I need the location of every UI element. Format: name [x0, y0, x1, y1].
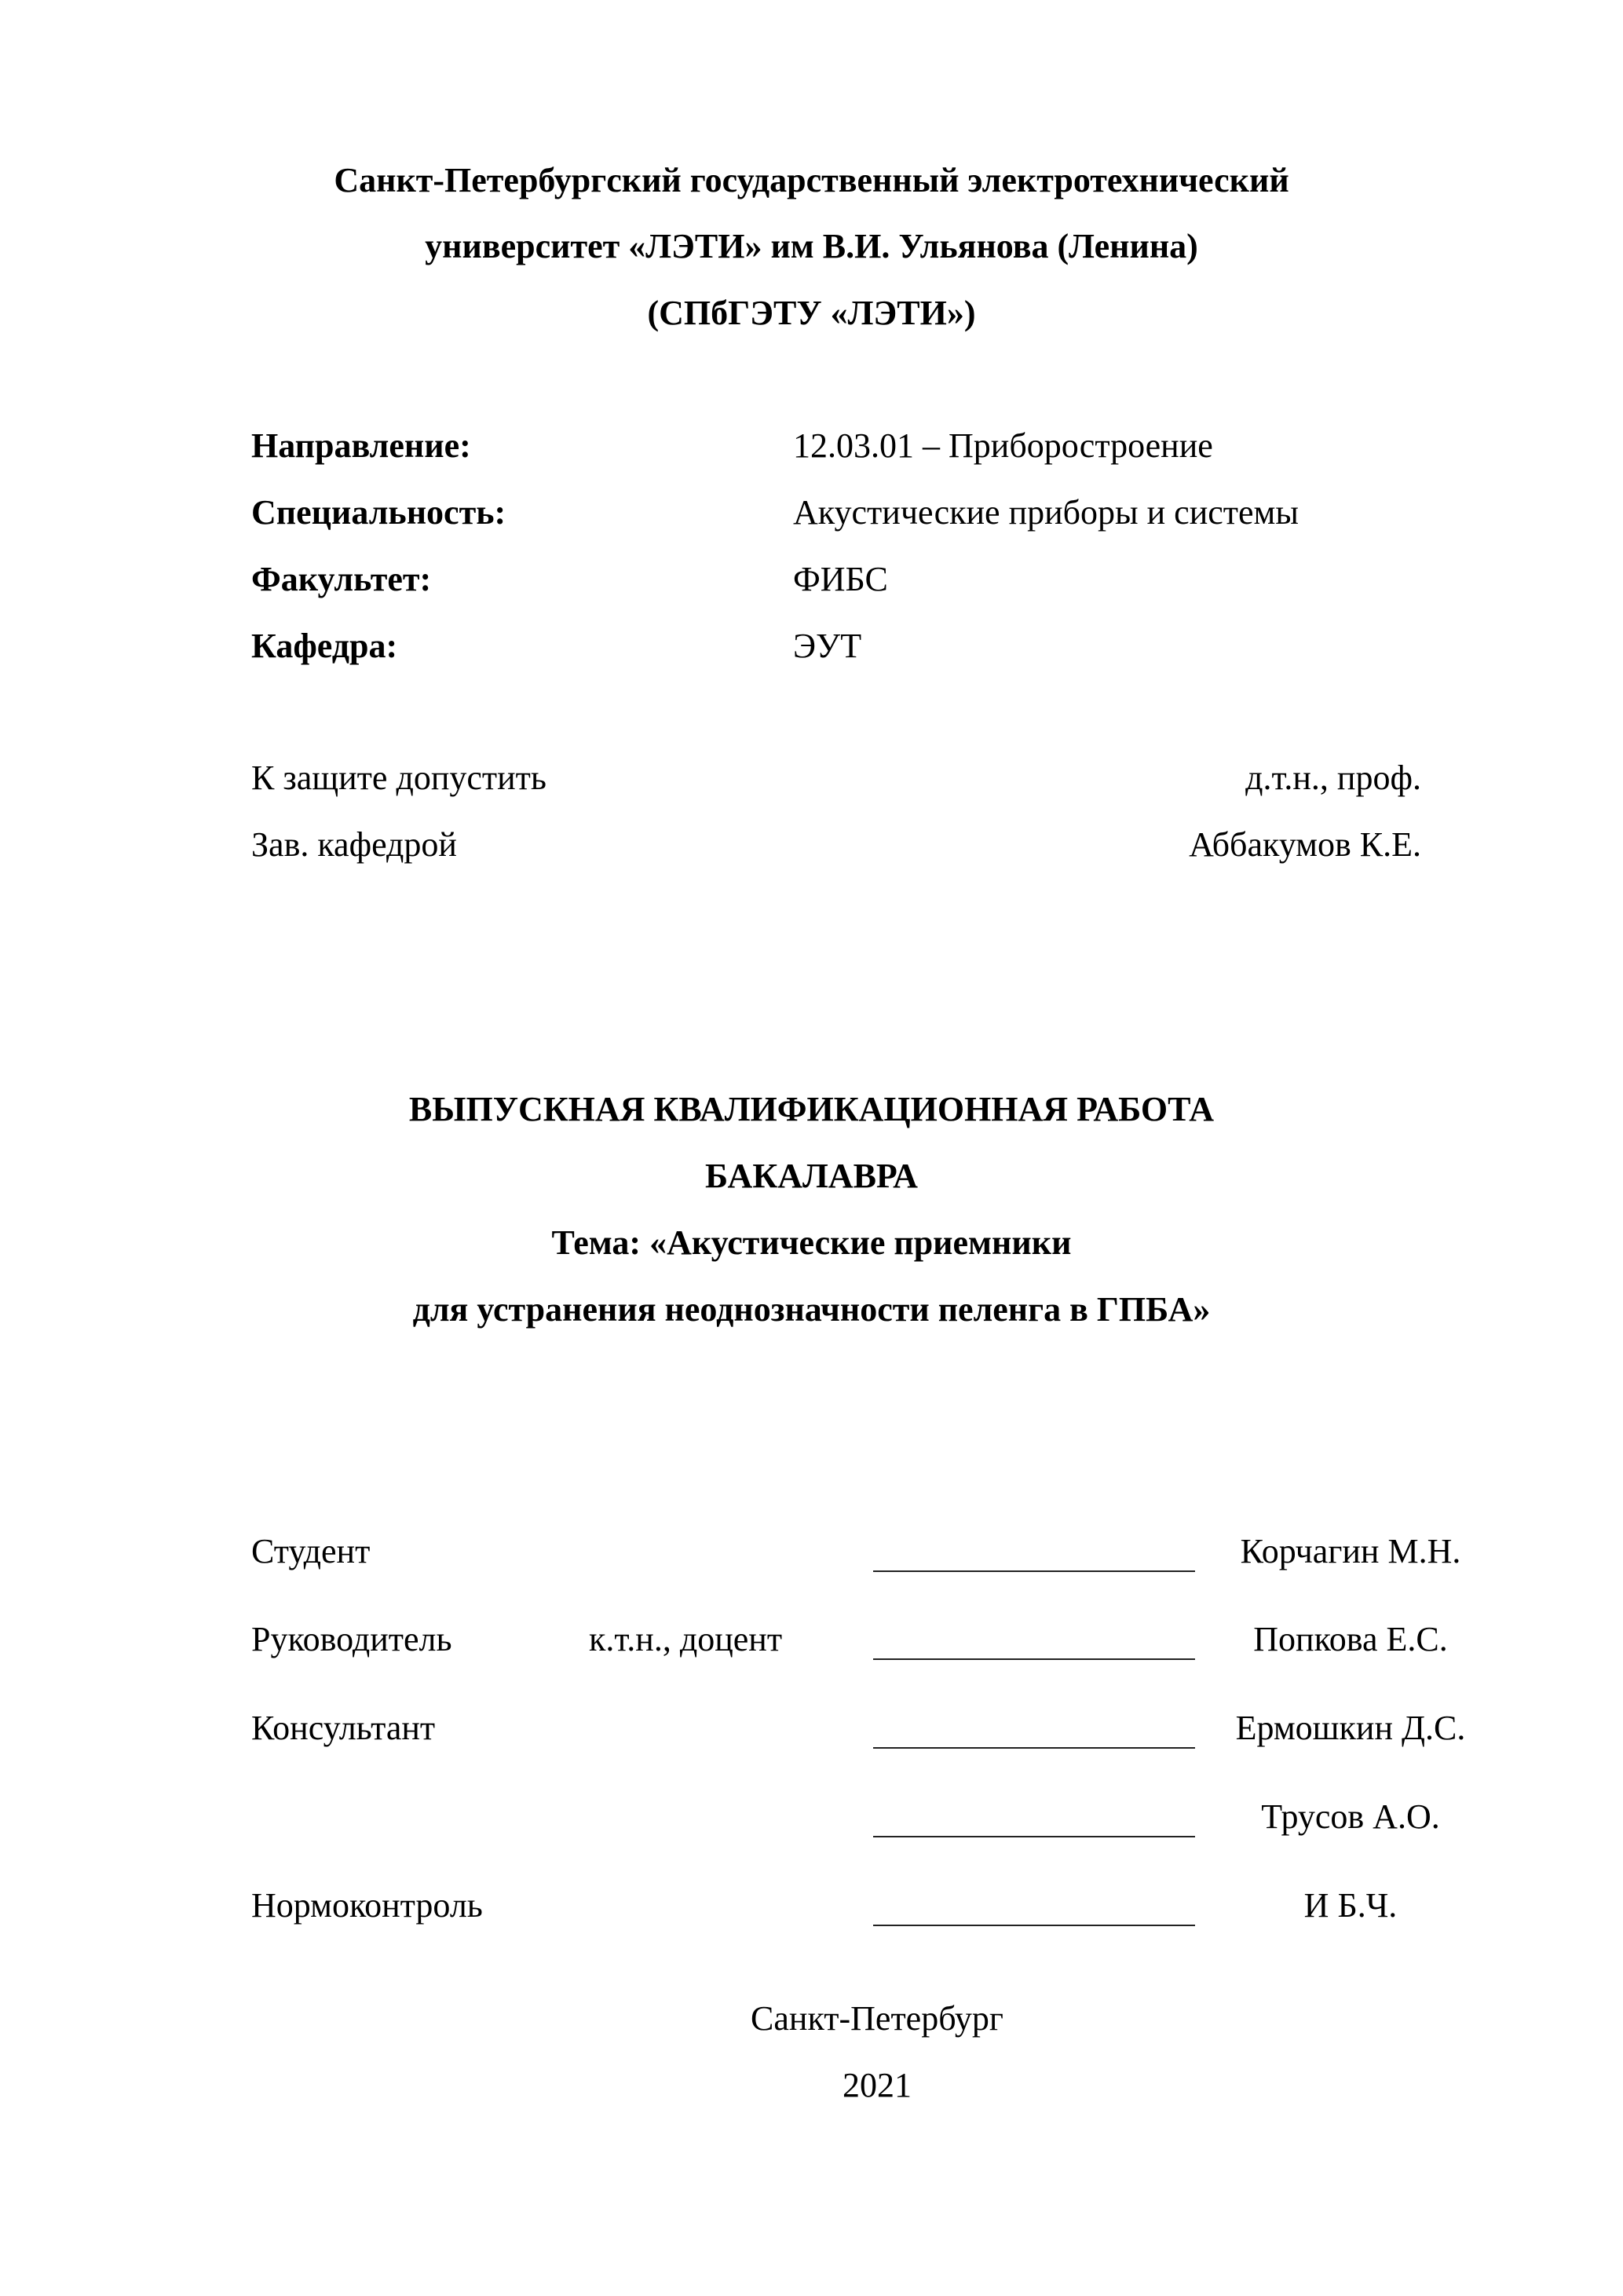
signature-line-consultant-2[interactable]	[873, 1836, 1195, 1837]
head-of-department-name: Аббакумов К.Е.	[1189, 825, 1421, 864]
signature-line-supervisor[interactable]	[873, 1658, 1195, 1660]
info-label-department: Кафедра:	[251, 627, 398, 665]
signature-name-consultant-2: Трусов А.О.	[1261, 1797, 1440, 1836]
topic-line-1: Тема: «Акустические приемники	[551, 1223, 1072, 1262]
work-type-line-2: БАКАЛАВРА	[705, 1157, 918, 1195]
signature-role-supervisor: Руководитель	[251, 1620, 452, 1658]
info-value-faculty: ФИБС	[793, 560, 888, 598]
signature-name-consultant: Ермошкин Д.С.	[1235, 1709, 1466, 1747]
university-name-line-1: Санкт-Петербургский государственный электротехнический	[334, 161, 1289, 199]
signature-line-student[interactable]	[873, 1570, 1195, 1572]
info-label-faculty: Факультет:	[251, 560, 432, 598]
footer-year: 2021	[843, 2066, 912, 2104]
work-type-line-1: ВЫПУСКНАЯ КВАЛИФИКАЦИОННАЯ РАБОТА	[408, 1090, 1215, 1128]
university-abbreviation: (СПбГЭТУ «ЛЭТИ»)	[647, 294, 976, 332]
info-label-direction: Направление:	[251, 426, 471, 465]
topic-line-2: для устранения неоднозначности пеленга в ГПБА»	[412, 1290, 1211, 1329]
signature-role-norm-control: Нормоконтроль	[251, 1886, 483, 1925]
admission-text: К защите допустить	[251, 759, 546, 797]
signature-line-norm-control[interactable]	[873, 1925, 1195, 1926]
signature-name-norm-control: И Б.Ч.	[1303, 1886, 1398, 1925]
info-value-department: ЭУТ	[793, 627, 862, 665]
info-value-specialty: Акустические приборы и системы	[793, 493, 1299, 532]
footer-city: Санкт-Петербург	[751, 1999, 1003, 2038]
head-degree: д.т.н., проф.	[1245, 759, 1421, 797]
head-of-department-label: Зав. кафедрой	[251, 825, 457, 864]
info-label-specialty: Специальность:	[251, 493, 506, 532]
signature-name-student: Корчагин М.Н.	[1240, 1532, 1461, 1570]
info-value-direction: 12.03.01 – Приборостроение	[793, 426, 1213, 465]
signature-role-consultant: Консультант	[251, 1709, 436, 1747]
signature-line-consultant[interactable]	[873, 1747, 1195, 1749]
signature-degree-supervisor: к.т.н., доцент	[589, 1620, 783, 1658]
signature-name-supervisor: Попкова Е.С.	[1253, 1620, 1448, 1658]
university-name-line-2: университет «ЛЭТИ» им В.И. Ульянова (Ленина)	[425, 227, 1198, 265]
signature-role-student: Студент	[251, 1532, 371, 1570]
